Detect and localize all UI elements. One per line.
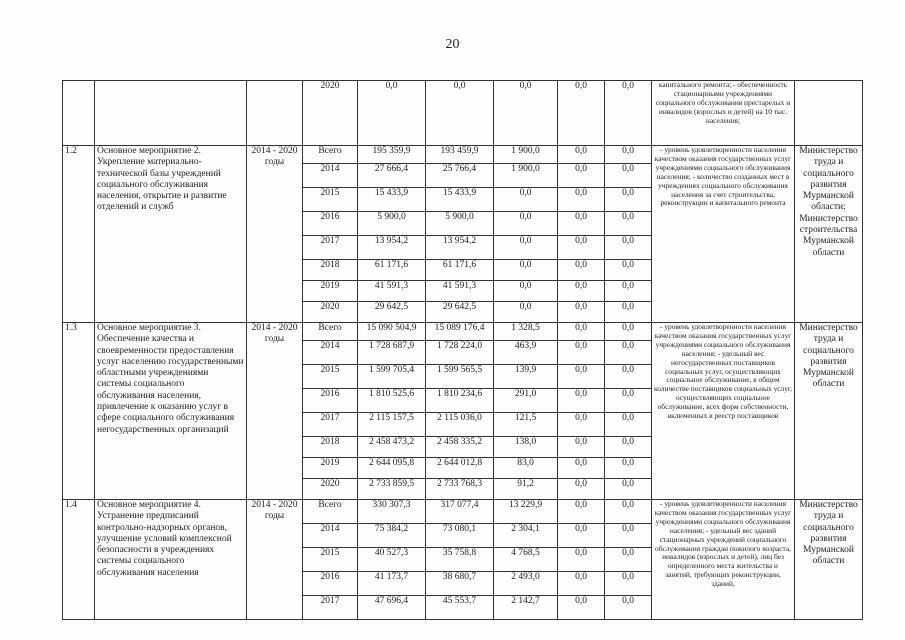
value-local-cell: 0,0 [558, 236, 605, 260]
value-federal-cell: 0,0 [494, 212, 558, 236]
indicators-cell: - уровень удовлетворенности населения качеством оказания государственных услуг учреждениями социального обслуживания населения; - удельный вес зданий стационарных учреждений социального обслуживания граждан пожилого возраста, инвалидов (взрослых и детей), лиц без определенного места жительства и занятий, требующих реконструкции, зданий, [652, 500, 795, 620]
value-local-cell: 0,0 [558, 572, 605, 596]
value-federal-cell: 463,9 [494, 341, 558, 365]
page-number: 20 [445, 37, 460, 52]
year-cell: 2015 [303, 548, 358, 572]
value-local-cell: 0,0 [558, 548, 605, 572]
value-federal-cell: 0,0 [494, 281, 558, 302]
value-federal-cell: 4 768,5 [494, 548, 558, 572]
year-cell: 2014 [303, 524, 358, 548]
value-total-cell: 0,0 [358, 81, 426, 146]
value-local-cell: 0,0 [558, 146, 605, 164]
value-total-cell: 1 728 687,9 [358, 341, 426, 365]
value-local-cell: 0,0 [558, 281, 605, 302]
name-cell: Основное мероприятие 3. Обеспечение качества и своевременности предоставления услуг населению государственными областными учреждениями системы социального обслуживания населения, привлечение к оказанию услуг в сфере социального обслуживания негосударственных организаций [95, 323, 247, 500]
value-local-cell: 0,0 [558, 524, 605, 548]
value-other-cell: 0,0 [605, 524, 652, 548]
value-total-cell: 61 171,6 [358, 260, 426, 281]
year-cell: 2017 [303, 236, 358, 260]
value-regional-cell: 5 900,0 [426, 212, 494, 236]
value-federal-cell: 2 304,1 [494, 524, 558, 548]
value-total-cell: 1 810 525,6 [358, 389, 426, 413]
value-local-cell: 0,0 [558, 260, 605, 281]
value-federal-cell: 139,9 [494, 365, 558, 389]
value-other-cell: 0,0 [605, 500, 652, 524]
value-local-cell: 0,0 [558, 437, 605, 458]
year-cell: 2016 [303, 212, 358, 236]
period-cell-empty [247, 81, 303, 146]
num-cell: 1.2 [63, 146, 95, 323]
indicators-cell: - уровень удовлетворенности населения качеством оказания государственных услуг учреждениями социального обслуживания населения; - количество созданных мест в учреждениях социального обслуживания населения за счет строительства, реконструкции и капитального ремонта [652, 146, 795, 323]
value-federal-cell: 1 328,5 [494, 323, 558, 341]
value-local-cell: 0,0 [558, 323, 605, 341]
value-total-cell: 330 307,3 [358, 500, 426, 524]
table-row [63, 500, 863, 524]
value-local-cell: 0,0 [558, 365, 605, 389]
value-local-cell: 0,0 [558, 81, 605, 146]
year-cell: 2016 [303, 572, 358, 596]
responsible-cell: Министерство труда и социального развития Мурманской области; Министерство строительства Мурманской области [795, 146, 863, 323]
value-regional-cell: 13 954,2 [426, 236, 494, 260]
value-regional-cell: 2 644 012,8 [426, 458, 494, 479]
value-local-cell: 0,0 [558, 500, 605, 524]
year-cell: 2015 [303, 188, 358, 212]
value-local-cell: 0,0 [558, 341, 605, 365]
value-other-cell: 0,0 [605, 596, 652, 620]
period-cell: 2014 - 2020 годы [247, 323, 303, 500]
value-total-cell: 75 384,2 [358, 524, 426, 548]
value-federal-cell: 121,5 [494, 413, 558, 437]
value-regional-cell: 15 089 176,4 [426, 323, 494, 341]
value-federal-cell: 0,0 [494, 81, 558, 146]
value-regional-cell: 1 599 565,5 [426, 365, 494, 389]
value-local-cell: 0,0 [558, 596, 605, 620]
year-cell: 2014 [303, 164, 358, 188]
value-local-cell: 0,0 [558, 458, 605, 479]
year-cell: 2019 [303, 458, 358, 479]
value-total-cell: 15 433,9 [358, 188, 426, 212]
value-local-cell: 0,0 [558, 389, 605, 413]
name-cell-empty [95, 81, 247, 146]
value-total-cell: 41 173,7 [358, 572, 426, 596]
year-cell: 2020 [303, 81, 358, 146]
value-total-cell: 5 900,0 [358, 212, 426, 236]
value-federal-cell: 91,2 [494, 479, 558, 500]
value-total-cell: 2 458 473,2 [358, 437, 426, 458]
value-federal-cell: 0,0 [494, 260, 558, 281]
value-regional-cell: 193 459,9 [426, 146, 494, 164]
value-other-cell: 0,0 [605, 479, 652, 500]
responsible-cell: Министерство труда и социального развития Мурманской области [795, 500, 863, 620]
value-regional-cell: 0,0 [426, 81, 494, 146]
indicators-cell: капитального ремонта; - обеспеченность стационарными учреждениями социального обслуживания престарелых и инвалидов (взрослых и детей) на 10 тыс. населения; [652, 81, 795, 146]
value-federal-cell: 0,0 [494, 188, 558, 212]
value-other-cell: 0,0 [605, 323, 652, 341]
value-federal-cell: 138,0 [494, 437, 558, 458]
value-total-cell: 27 666,4 [358, 164, 426, 188]
value-federal-cell: 2 142,7 [494, 596, 558, 620]
value-federal-cell: 0,0 [494, 236, 558, 260]
year-cell: 2017 [303, 596, 358, 620]
value-other-cell: 0,0 [605, 81, 652, 146]
value-regional-cell: 1 810 234,6 [426, 389, 494, 413]
year-cell: Всего [303, 323, 358, 341]
responsible-cell-empty [795, 81, 863, 146]
value-regional-cell: 15 433,9 [426, 188, 494, 212]
value-total-cell: 2 115 157,5 [358, 413, 426, 437]
value-federal-cell: 83,0 [494, 458, 558, 479]
program-table [62, 80, 863, 620]
year-cell: Всего [303, 146, 358, 164]
value-other-cell: 0,0 [605, 260, 652, 281]
value-local-cell: 0,0 [558, 212, 605, 236]
value-other-cell: 0,0 [605, 572, 652, 596]
value-federal-cell: 1 900,0 [494, 164, 558, 188]
value-federal-cell: 0,0 [494, 302, 558, 323]
value-other-cell: 0,0 [605, 281, 652, 302]
year-cell: 2017 [303, 413, 358, 437]
value-total-cell: 1 599 705,4 [358, 365, 426, 389]
responsible-cell: Министерство труда и социального развития Мурманской области [795, 323, 863, 500]
value-total-cell: 29 642,5 [358, 302, 426, 323]
year-cell: 2016 [303, 389, 358, 413]
value-other-cell: 0,0 [605, 212, 652, 236]
period-cell: 2014 - 2020 годы [247, 146, 303, 323]
value-regional-cell: 2 458 335,2 [426, 437, 494, 458]
value-regional-cell: 35 758,8 [426, 548, 494, 572]
value-federal-cell: 2 493,0 [494, 572, 558, 596]
value-other-cell: 0,0 [605, 548, 652, 572]
year-cell: 2020 [303, 302, 358, 323]
value-regional-cell: 38 680,7 [426, 572, 494, 596]
value-total-cell: 2 733 859,5 [358, 479, 426, 500]
year-cell: 2020 [303, 479, 358, 500]
value-local-cell: 0,0 [558, 302, 605, 323]
value-total-cell: 13 954,2 [358, 236, 426, 260]
value-other-cell: 0,0 [605, 188, 652, 212]
year-cell: 2014 [303, 341, 358, 365]
year-cell: 2018 [303, 437, 358, 458]
num-cell: 1.3 [63, 323, 95, 500]
year-cell: Всего [303, 500, 358, 524]
value-other-cell: 0,0 [605, 341, 652, 365]
table-row [63, 323, 863, 341]
table-body [63, 81, 863, 620]
value-federal-cell: 13 229,9 [494, 500, 558, 524]
value-regional-cell: 41 591,3 [426, 281, 494, 302]
value-regional-cell: 2 115 036,0 [426, 413, 494, 437]
value-regional-cell: 2 733 768,3 [426, 479, 494, 500]
value-regional-cell: 45 553,7 [426, 596, 494, 620]
value-total-cell: 40 527,3 [358, 548, 426, 572]
year-cell: 2015 [303, 365, 358, 389]
indicators-cell: - уровень удовлетворенности населения качеством оказания государственных услуг учреждениями социального обслуживания населения; - удельный вес негосударственных поставщиков социальных услуг, осуществляющих социальное обслуживание, в общем количестве поставщиков социальных услуг, осуществляющих социальное обслуживание, всех форм собственности, включенных в реестр поставщиков [652, 323, 795, 500]
value-local-cell: 0,0 [558, 164, 605, 188]
value-total-cell: 41 591,3 [358, 281, 426, 302]
value-federal-cell: 291,0 [494, 389, 558, 413]
num-cell: 1.4 [63, 500, 95, 620]
table-row [63, 146, 863, 164]
period-cell: 2014 - 2020 годы [247, 500, 303, 620]
value-regional-cell: 317 077,4 [426, 500, 494, 524]
value-total-cell: 47 696,4 [358, 596, 426, 620]
value-other-cell: 0,0 [605, 413, 652, 437]
value-total-cell: 195 359,9 [358, 146, 426, 164]
num-cell-empty [63, 81, 95, 146]
year-cell: 2018 [303, 260, 358, 281]
value-other-cell: 0,0 [605, 458, 652, 479]
value-local-cell: 0,0 [558, 479, 605, 500]
value-regional-cell: 1 728 224,0 [426, 341, 494, 365]
value-other-cell: 0,0 [605, 236, 652, 260]
value-other-cell: 0,0 [605, 437, 652, 458]
value-regional-cell: 73 080,1 [426, 524, 494, 548]
year-cell: 2019 [303, 281, 358, 302]
value-other-cell: 0,0 [605, 302, 652, 323]
value-other-cell: 0,0 [605, 164, 652, 188]
value-local-cell: 0,0 [558, 188, 605, 212]
value-regional-cell: 29 642,5 [426, 302, 494, 323]
value-other-cell: 0,0 [605, 389, 652, 413]
name-cell: Основное мероприятие 2. Укрепление материально-технической базы учреждений социального обслуживания населения, открытие и развитие отделений и служб [95, 146, 247, 323]
value-federal-cell: 1 900,0 [494, 146, 558, 164]
value-regional-cell: 25 766,4 [426, 164, 494, 188]
value-total-cell: 2 644 095,8 [358, 458, 426, 479]
value-regional-cell: 61 171,6 [426, 260, 494, 281]
value-other-cell: 0,0 [605, 146, 652, 164]
value-local-cell: 0,0 [558, 413, 605, 437]
continuation-row [63, 81, 863, 146]
value-other-cell: 0,0 [605, 365, 652, 389]
name-cell: Основное мероприятие 4. Устранение предписаний контрольно-надзорных органов, улучшение условий комплексной безопасности в учреждениях системы социального обслуживания населения [95, 500, 247, 620]
value-total-cell: 15 090 504,9 [358, 323, 426, 341]
